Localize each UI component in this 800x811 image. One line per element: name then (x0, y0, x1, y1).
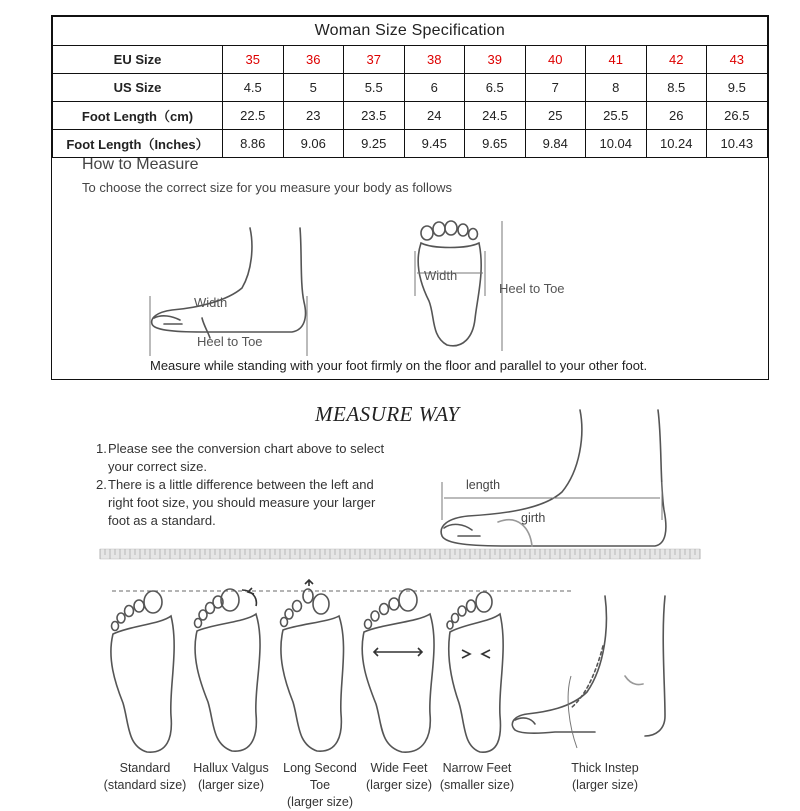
top-width-label: Width (424, 268, 458, 283)
how-to-measure-section (52, 156, 767, 378)
row-label: Foot Length（cm) (53, 102, 223, 130)
table-cell: 5.5 (344, 74, 405, 102)
table-cell: 10.24 (646, 130, 707, 158)
table-cell: 9.45 (404, 130, 465, 158)
foot-type-label-standard (100, 760, 190, 794)
table-cell: 9.5 (707, 74, 768, 102)
how-to-subtitle: To choose the correct size for you measure your body as follows (82, 180, 452, 195)
table-cell: 6.5 (465, 74, 526, 102)
table-cell: 25 (525, 102, 586, 130)
step-number: 2. (96, 477, 107, 492)
ruler (100, 549, 700, 565)
foot-type-label-narrow (432, 760, 522, 794)
side-heel-to-toe-label: Heel to Toe (197, 334, 263, 349)
table-cell: 40 (525, 46, 586, 74)
table-cell: 9.65 (465, 130, 526, 158)
foot-type-label-hallux (186, 760, 276, 794)
table-title-row (53, 17, 768, 46)
table-cell: 24.5 (465, 102, 526, 130)
table-cell: 23 (283, 102, 344, 130)
size-spec-sheet (51, 15, 769, 380)
row-label: US Size (53, 74, 223, 102)
top-heel-to-toe-label: Heel to Toe (499, 281, 565, 296)
measure-steps (96, 440, 396, 530)
foot-type-narrow-feet (440, 588, 515, 758)
foot-type-size: (larger size) (366, 778, 432, 792)
table-cell: 9.25 (344, 130, 405, 158)
table-cell: 26.5 (707, 102, 768, 130)
table-cell: 41 (586, 46, 647, 74)
step-number: 1. (96, 441, 107, 456)
table-cell: 25.5 (586, 102, 647, 130)
table-cell: 6 (404, 74, 465, 102)
measure-step (96, 476, 396, 530)
measure-way-title: MEASURE WAY (315, 402, 460, 426)
table-row-inches (53, 130, 768, 158)
table-cell: 9.84 (525, 130, 586, 158)
length-label: length (466, 478, 501, 492)
table-cell: 10.43 (707, 130, 768, 158)
table-cell: 9.06 (283, 130, 344, 158)
foot-type-standard (105, 588, 185, 758)
foot-type-name: Hallux Valgus (193, 761, 269, 775)
row-label: EU Size (53, 46, 223, 74)
foot-type-name: Wide Feet (370, 761, 428, 775)
side-foot-illustration (142, 226, 322, 346)
table-cell: 4.5 (223, 74, 284, 102)
table-cell: 22.5 (223, 102, 284, 130)
table-row-eu (53, 46, 768, 74)
table-cell: 23.5 (344, 102, 405, 130)
table-cell: 42 (646, 46, 707, 74)
size-table (52, 16, 768, 158)
measure-step (96, 440, 396, 476)
girth-label: girth (521, 511, 546, 525)
table-cell: 10.04 (586, 130, 647, 158)
foot-type-hallux-valgus (190, 584, 270, 759)
foot-type-long-second-toe (275, 584, 355, 759)
table-cell: 37 (344, 46, 405, 74)
table-title: Woman Size Specification (53, 17, 768, 46)
measure-note: Measure while standing with your foot firmly on the floor and parallel to your other foot. (150, 358, 648, 373)
table-cell: 7 (525, 74, 586, 102)
foot-type-label-thick-instep (560, 760, 650, 794)
table-cell: 8 (586, 74, 647, 102)
foot-type-name: Long Second Toe (283, 761, 357, 792)
foot-type-name: Standard (119, 761, 171, 775)
table-cell: 38 (404, 46, 465, 74)
foot-type-label-wide (354, 760, 444, 794)
table-cell: 39 (465, 46, 526, 74)
foot-type-thick-instep (505, 596, 675, 756)
row-label: Foot Length（Inches） (53, 130, 223, 158)
table-cell: 5 (283, 74, 344, 102)
foot-type-size: (larger size) (572, 778, 638, 792)
step-text: Please see the conversion chart above to select your correct size. (108, 441, 385, 474)
foot-type-name: Narrow Feet (442, 761, 512, 775)
table-cell: 26 (646, 102, 707, 130)
foot-type-wide-feet (360, 586, 440, 758)
table-cell: 24 (404, 102, 465, 130)
side-width-label: Width (194, 295, 228, 310)
table-row-cm (53, 102, 768, 130)
table-row-us (53, 74, 768, 102)
table-cell: 43 (707, 46, 768, 74)
foot-type-size: (standard size) (103, 778, 187, 792)
foot-type-size: (larger size) (287, 795, 353, 809)
table-cell: 36 (283, 46, 344, 74)
how-to-title: How to Measure (82, 156, 199, 173)
step-text: There is a little difference between the left and right foot size, you should measure your larger foot as a standard. (108, 477, 376, 528)
table-cell: 8.5 (646, 74, 707, 102)
foot-type-size: (smaller size) (439, 778, 515, 792)
table-cell: 35 (223, 46, 284, 74)
table-cell: 8.86 (223, 130, 284, 158)
foot-type-name: Thick Instep (571, 761, 639, 775)
foot-type-size: (larger size) (198, 778, 264, 792)
